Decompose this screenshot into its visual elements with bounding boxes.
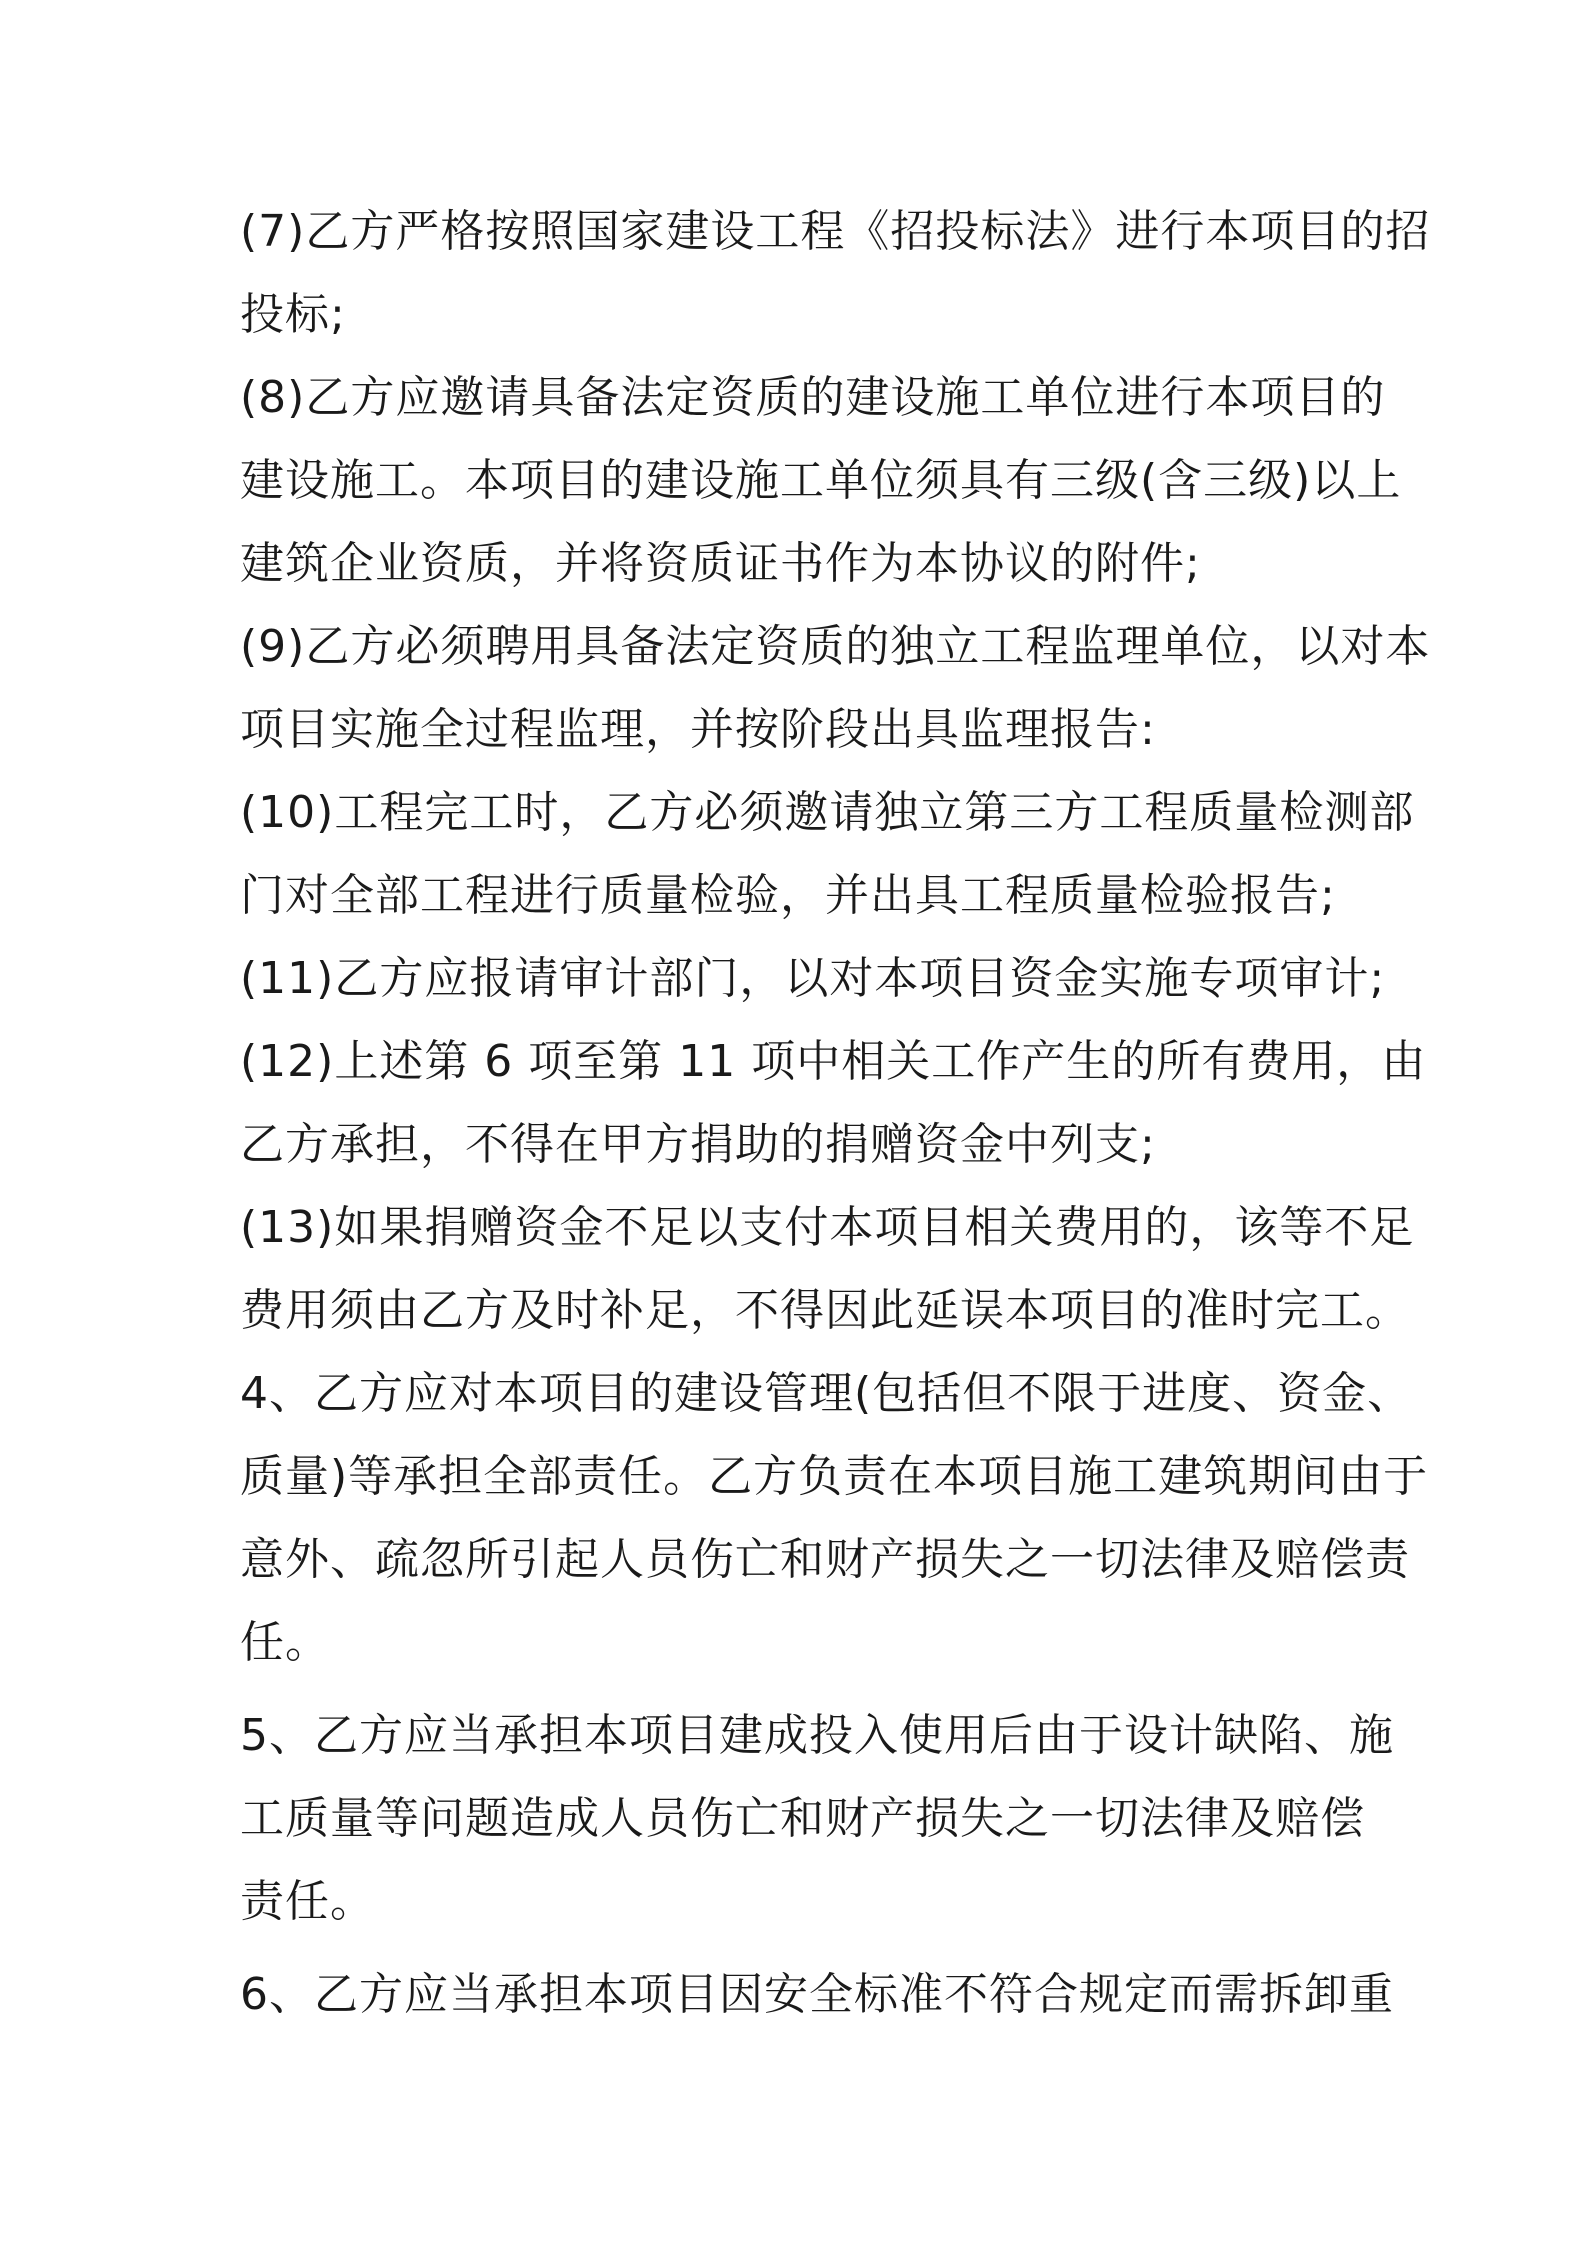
text-line: (7)乙方严格按照国家建设工程《招投标法》进行本项目的招 <box>240 206 1431 257</box>
text-line: 项目实施全过程监理，并按阶段出具监理报告: <box>240 704 1156 755</box>
text-line: 4、乙方应对本项目的建设管理(包括但不限于进度、资金、 <box>240 1368 1413 1419</box>
document-body <box>240 190 1431 2036</box>
text-line: 门对全部工程进行质量检验，并出具工程质量检验报告; <box>240 870 1336 921</box>
text-line: 任。 <box>240 1617 330 1668</box>
text-line: (9)乙方必须聘用具备法定资质的独立工程监理单位，以对本 <box>240 621 1431 672</box>
text-line: 5、乙方应当承担本项目建成投入使用后由于设计缺陷、施 <box>240 1710 1394 1761</box>
text-line: 责任。 <box>240 1876 375 1927</box>
text-line: (13)如果捐赠资金不足以支付本项目相关费用的，该等不足 <box>240 1202 1415 1253</box>
text-line: 乙方承担，不得在甲方捐助的捐赠资金中列支; <box>240 1119 1156 1170</box>
text-line: 质量)等承担全部责任。乙方负责在本项目施工建筑期间由于 <box>240 1451 1429 1502</box>
text-line: 投标; <box>240 289 346 340</box>
text-line: (8)乙方应邀请具备法定资质的建设施工单位进行本项目的 <box>240 372 1386 423</box>
text-line: 工质量等问题造成人员伤亡和财产损失之一切法律及赔偿 <box>240 1793 1365 1844</box>
text-line: 6、乙方应当承担本项目因安全标准不符合规定而需拆卸重 <box>240 1969 1394 2020</box>
text-line: 意外、疏忽所引起人员伤亡和财产损失之一切法律及赔偿责 <box>240 1534 1410 1585</box>
text-line: 建设施工。本项目的建设施工单位须具有三级(含三级)以上 <box>240 455 1402 506</box>
text-line: 建筑企业资质，并将资质证书作为本协议的附件; <box>240 538 1201 589</box>
text-line: 费用须由乙方及时补足，不得因此延误本项目的准时完工。 <box>240 1285 1410 1336</box>
text-line: (11)乙方应报请审计部门，以对本项目资金实施专项审计; <box>240 953 1386 1004</box>
text-line: (10)工程完工时，乙方必须邀请独立第三方工程质量检测部 <box>240 787 1415 838</box>
text-line: (12)上述第 6 项至第 11 项中相关工作产生的所有费用，由 <box>240 1036 1427 1087</box>
